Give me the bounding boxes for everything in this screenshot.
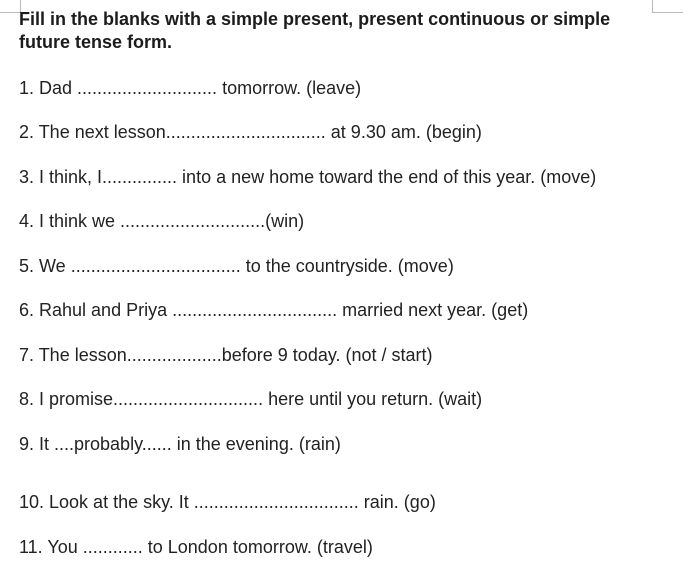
- question-3: 3. I think, I............... into a new home toward the end of this year. (move): [19, 167, 597, 187]
- worksheet-instructions: Fill in the blanks with a simple present, present continuous or simple future tense form.: [19, 9, 611, 52]
- question-8: 8. I promise.............................. here until you return. (wait): [19, 389, 483, 409]
- question-5: 5. We .................................. to the countryside. (move): [19, 256, 454, 276]
- question-2: 2. The next lesson................................ at 9.30 am. (begin): [19, 122, 482, 142]
- question-9: 9. It ....probably...... in the evening. (rain): [19, 434, 341, 454]
- page-corner-mark-left: [0, 0, 21, 13]
- question-10: 10. Look at the sky. It ................................. rain. (go): [19, 492, 436, 512]
- question-4: 4. I think we .............................(win): [19, 211, 305, 231]
- question-1: 1. Dad ............................ tomorrow. (leave): [19, 78, 362, 98]
- question-11: 11. You ............ to London tomorrow. (travel): [19, 537, 373, 557]
- question-7: 7. The lesson...................before 9 today. (not / start): [19, 345, 433, 365]
- question-6: 6. Rahul and Priya ................................. married next year. (get): [19, 300, 529, 320]
